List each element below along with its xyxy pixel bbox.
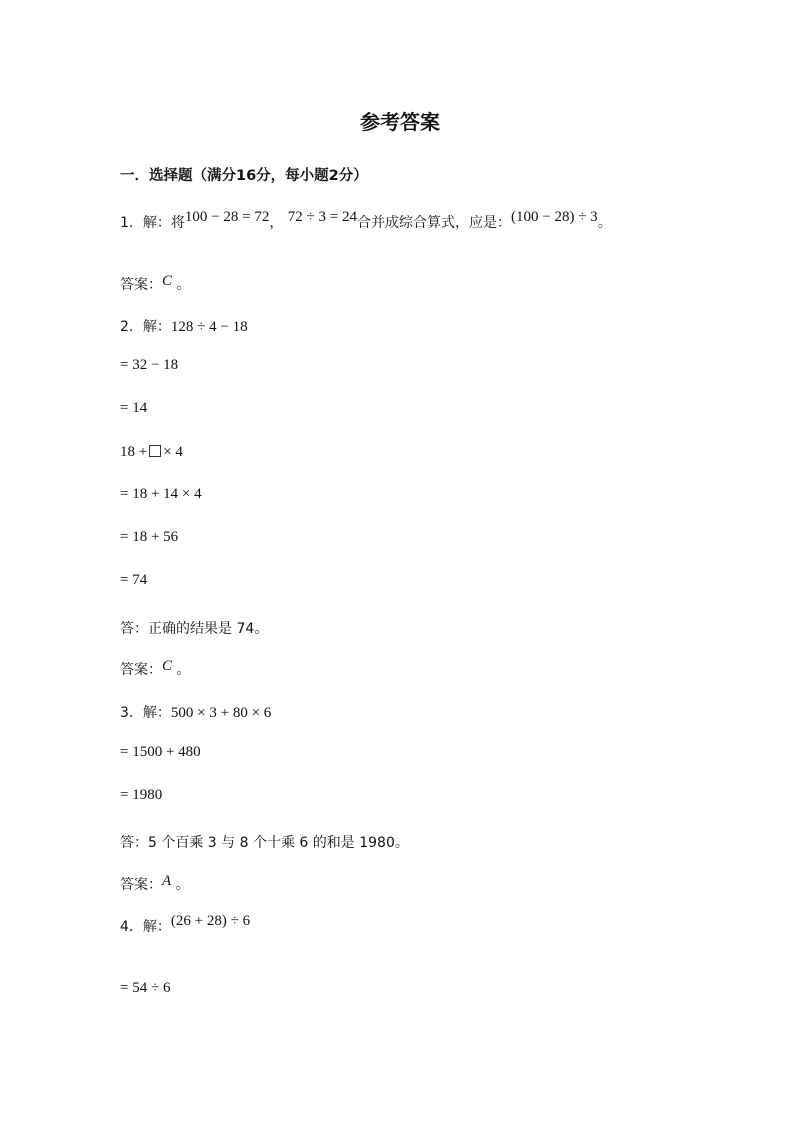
blank-box-icon [149,445,161,457]
q4-prefix: 4．解： [120,919,171,935]
q3-prefix: 3．解： [120,705,171,721]
q3-answer-line [120,874,190,894]
q2-conclusion: 答：正确的结果是 74。 [120,621,269,637]
q3-step-1: = 1500 + 480 [120,744,201,760]
q3-solution-line [120,702,271,722]
q2-step-2: = 14 [120,400,148,416]
q3-answer-end: 。 [175,877,190,893]
q1-end: 。 [597,215,612,231]
q3-answer-label: 答案： [120,877,162,893]
q1-expr2: 72 ÷ 3 = 24 [287,209,357,225]
q2-expr-b-right: × 4 [163,444,183,460]
q2-answer-label: 答案： [120,662,162,678]
q4-step-1: = 54 ÷ 6 [120,980,171,996]
q1-solution-line [120,209,612,232]
q1-expr1: 100 − 28 = 72 [184,209,270,225]
q3-step-2: = 1980 [120,787,163,803]
q1-sep: ， [269,215,284,231]
q1-expr3: (100 − 28) ÷ 3 [511,209,598,225]
q2-answer-line [120,659,190,679]
q2-step-b-1: = 18 + 14 × 4 [120,486,202,502]
q2-expr-b-left: 18 + [120,444,148,460]
q1-answer-end: 。 [176,277,191,293]
q1-prefix: 1．解：将 [120,215,185,231]
q2-step-b-2: = 18 + 56 [120,529,179,545]
q3-expr: 500 × 3 + 80 × 6 [170,705,272,721]
q2-answer-value: C [162,658,173,674]
q1-answer-label: 答案： [120,277,162,293]
q1-answer-line [120,274,190,294]
q2-answer-end: 。 [176,662,191,678]
q2-solution-line [120,316,248,336]
q4-expr: (26 + 28) ÷ 6 [170,913,251,929]
q4-solution-line [120,913,251,936]
q2-expr: 128 ÷ 4 − 18 [170,319,248,335]
q3-conclusion: 答：5 个百乘 3 与 8 个十乘 6 的和是 1980。 [120,835,409,851]
q3-answer-value: A [162,873,172,889]
q2-prefix: 2．解： [120,319,171,335]
section-heading: 一．选择题（满分16分，每小题2分） [120,168,368,184]
page-title: 参考答案 [360,110,440,134]
q2-step-1: = 32 − 18 [120,357,179,373]
q1-middle: 合并成综合算式，应是： [357,215,511,231]
q2-step-b-3: = 74 [120,572,148,588]
q2-expr-b [120,444,183,461]
q1-answer-value: C [162,273,173,289]
